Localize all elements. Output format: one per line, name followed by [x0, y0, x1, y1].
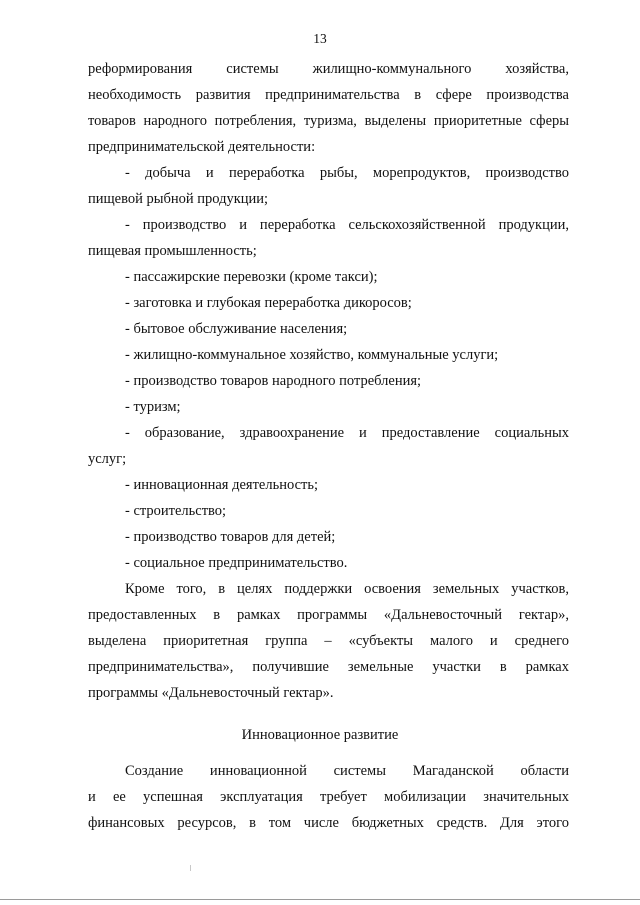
text-line: финансовых ресурсов, в том числе бюджетных средств. Для этого: [88, 815, 569, 831]
list-item: - социальное предпринимательство.: [125, 555, 348, 571]
text-line: предпринимательской деятельности:: [88, 139, 316, 155]
list-item: - строительство;: [125, 503, 227, 519]
list-item: - добыча и переработка рыбы, морепродуктов, производство: [125, 165, 569, 181]
scan-artifact: [190, 865, 191, 871]
text-line: товаров народного потребления, туризма, выделены приоритетные сферы: [88, 113, 569, 129]
page-bottom-edge: [0, 899, 640, 900]
text-line: программы «Дальневосточный гектар».: [88, 685, 334, 701]
list-item: - пассажирские перевозки (кроме такси);: [125, 269, 378, 285]
page-number: 13: [313, 31, 327, 46]
text-line: Создание инновационной системы Магаданской области: [125, 763, 569, 779]
list-item-continuation: пищевая промышленность;: [88, 243, 257, 259]
list-item: - производство товаров народного потребления;: [125, 373, 422, 389]
list-item: - бытовое обслуживание населения;: [125, 321, 348, 337]
list-item: - туризм;: [125, 399, 181, 415]
text-line: Кроме того, в целях поддержки освоения земельных участков,: [125, 581, 569, 597]
list-item: - заготовка и глубокая переработка дикоросов;: [125, 295, 412, 311]
list-item: - жилищно-коммунальное хозяйство, коммунальные услуги;: [125, 347, 499, 363]
text-line: предоставленных в рамках программы «Дальневосточный гектар»,: [88, 607, 569, 623]
list-item: - производство и переработка сельскохозяйственной продукции,: [125, 217, 569, 233]
text-line: выделена приоритетная группа – «субъекты малого и среднего: [88, 633, 569, 649]
list-item: - инновационная деятельность;: [125, 477, 318, 493]
text-line: предпринимательства», получившие земельные участки в рамках: [88, 659, 569, 675]
text-line: реформирования системы жилищно-коммунального хозяйства,: [88, 61, 569, 77]
list-item-continuation: пищевой рыбной продукции;: [88, 191, 269, 207]
text-line: необходимость развития предпринимательства в сфере производства: [88, 87, 569, 103]
list-item-continuation: услуг;: [88, 451, 127, 467]
section-heading: Инновационное развитие: [241, 727, 399, 743]
list-item: - производство товаров для детей;: [125, 529, 336, 545]
text-line: и ее успешная эксплуатация требует мобилизации значительных: [88, 789, 569, 805]
list-item: - образование, здравоохранение и предоставление социальных: [125, 425, 569, 441]
